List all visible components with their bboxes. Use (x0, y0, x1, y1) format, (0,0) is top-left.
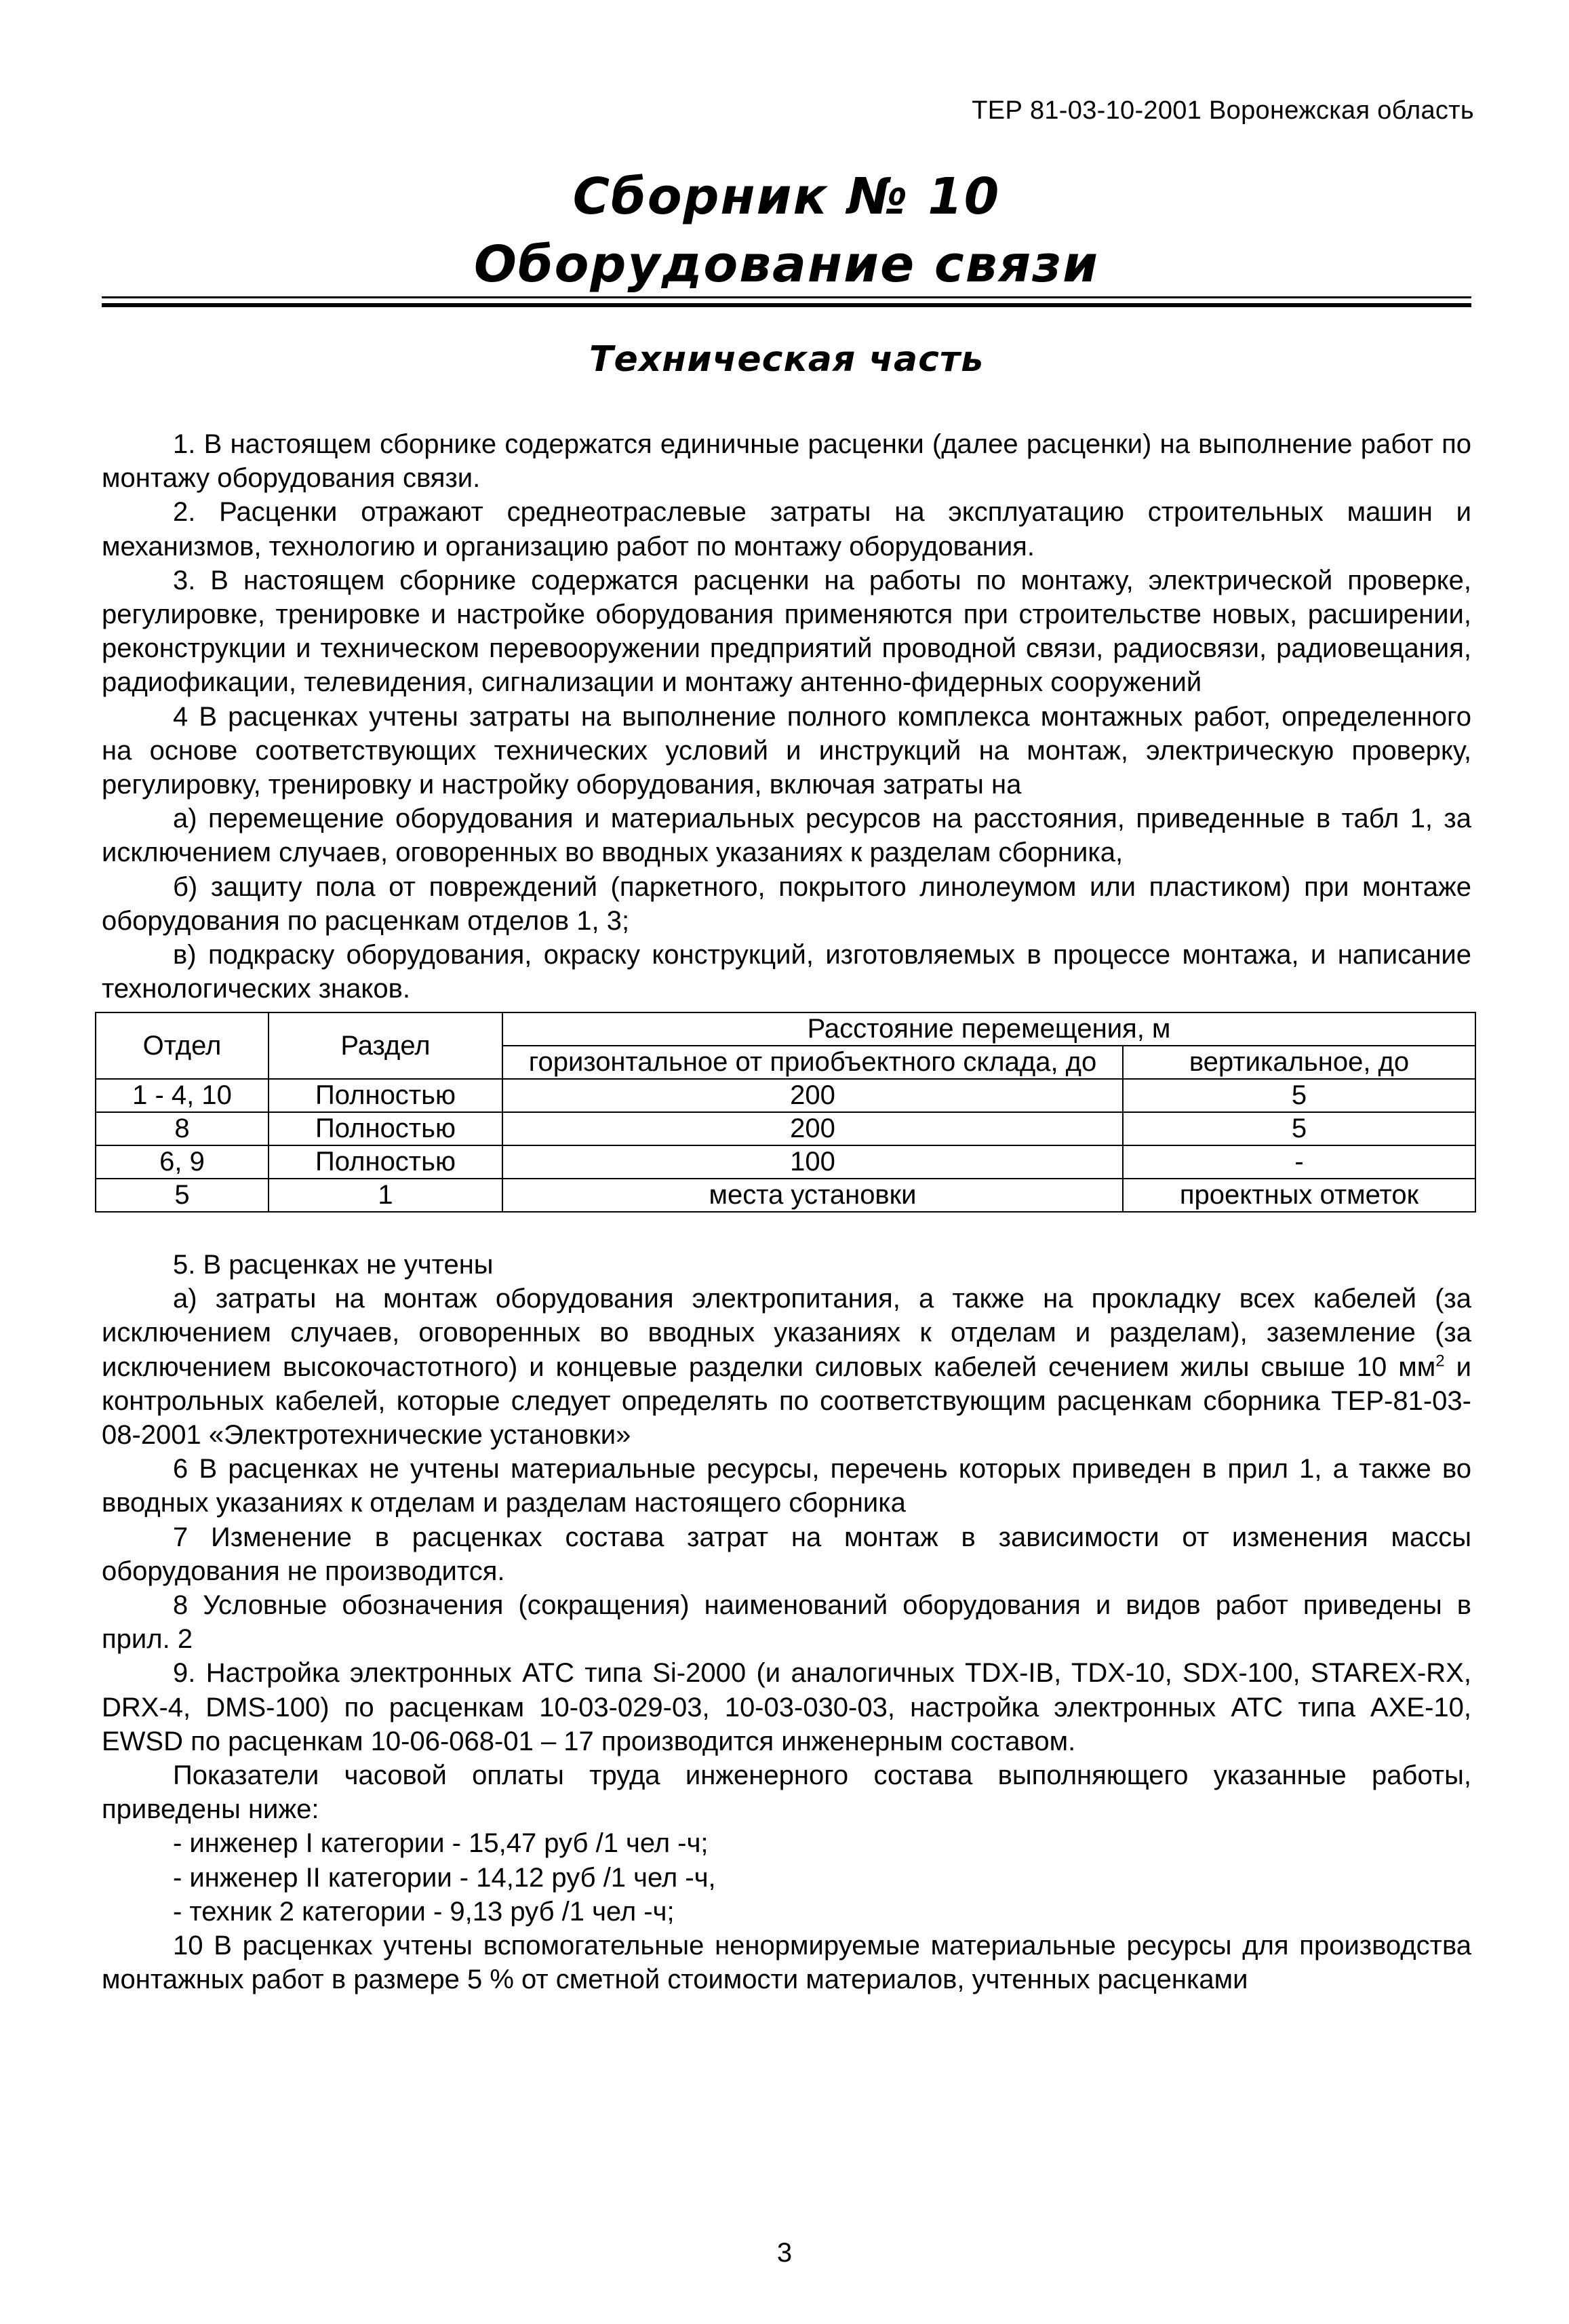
header-distance-group: Расстояние перемещения, м (502, 1012, 1475, 1046)
cell-vertical: 5 (1123, 1079, 1475, 1112)
cell-razdel: Полностью (269, 1145, 502, 1179)
header-otdel: Отдел (96, 1012, 269, 1079)
paragraph-2: 2. Расценки отражают среднеотраслевые затраты на эксплуатацию строительных машин и механизмов, технологию и организацию работ по монтажу оборудования. (102, 497, 1471, 562)
paragraph-1: 1. В настоящем сборнике содержатся единичные расценки (далее расценки) на выполнение работ по монтажу оборудования связи. (102, 429, 1471, 494)
cell-otdel: 1 - 4, 10 (96, 1079, 269, 1112)
paragraph-4a: а) перемещение оборудования и материальных ресурсов на расстояния, приведенные в табл 1, за исключением случаев, оговоренных во вводных указаниях к разделам сборника, (102, 804, 1471, 868)
rate-item: - техник 2 категории - 9,13 руб /1 чел -ч; (173, 1896, 675, 1927)
paragraph-6: 6 В расценках не учтены материальные ресурсы, перечень которых приведен в прил 1, а также во вводных указаниях к отделам и разделам настоящего сборника (102, 1454, 1471, 1518)
cell-horizontal: места установки (502, 1179, 1123, 1212)
cell-vertical: проектных отметок (1123, 1179, 1475, 1212)
paragraph-5a (102, 1282, 1471, 1452)
paragraph-9-rates-intro: Показатели часовой оплаты труда инженерного состава выполняющего указанные работы, приведены ниже: (102, 1760, 1471, 1825)
paragraph-3: 3. В настоящем сборнике содержатся расценки на работы по монтажу, электрической проверке, регулировке, тренировке и настройке оборудования применяются при строительстве новых, расширении, реконструкции и техническом перевооружении предприятий проводной связи, радиосвязи, радиовещания, радиофикации, телевидения, сигнализации и монтажу антенно-фидерных сооружений (102, 565, 1471, 698)
header-horizontal: горизонтальное от приобъектного склада, до (502, 1046, 1123, 1079)
intro-paragraphs (102, 427, 1471, 1006)
paragraph-7: 7 Изменение в расценках состава затрат на монтаж в зависимости от изменения массы оборудования не производится. (102, 1522, 1471, 1586)
rate-item: - инженер II категории - 14,12 руб /1 чел -ч, (173, 1862, 716, 1893)
cell-otdel: 5 (96, 1179, 269, 1212)
paragraph-9: 9. Настройка электронных АТС типа Si-2000 (и аналогичных TDX-IB, TDX-10, SDX-100, STAREX-RX, DRX-4, DMS-100) по расценкам 10-03-029-03, 10-03-030-03, настройка электронных АТС типа AXE-10, EWSD по расценкам 10-06-068-01 – 17 производится инженерным составом. (102, 1658, 1471, 1756)
table-row (96, 1179, 1475, 1212)
continued-paragraphs (102, 1248, 1471, 1996)
title-rule-thick (102, 303, 1471, 307)
paragraph-8: 8 Условные обозначения (сокращения) наименований оборудования и видов работ приведены в прил. 2 (102, 1590, 1471, 1655)
cell-razdel: Полностью (269, 1112, 502, 1145)
distance-table (95, 1012, 1476, 1213)
superscript-2: 2 (1435, 1352, 1445, 1371)
table-row (96, 1145, 1475, 1179)
paragraph-10: 10 В расценках учтены вспомогательные ненормируемые материальные ресурсы для производства монтажных работ в размере 5 % от сметной стоимости материалов, учтенных расценками (102, 1931, 1471, 1995)
collection-title (102, 163, 1471, 298)
rate-item: - инженер I категории - 15,47 руб /1 чел -ч; (173, 1828, 709, 1859)
header-razdel: Раздел (269, 1012, 502, 1079)
cell-vertical: 5 (1123, 1112, 1475, 1145)
title-rule-thin (102, 296, 1471, 298)
cell-otdel: 6, 9 (96, 1145, 269, 1179)
paragraph-4b: б) защиту пола от повреждений (паркетного, покрытого линолеумом или пластиком) при монтаже оборудования по расценкам отделов 1, 3; (102, 871, 1471, 936)
table-row (96, 1079, 1475, 1112)
cell-otdel: 8 (96, 1112, 269, 1145)
paragraph-5a-tail: и контрольных кабелей, которые следует определять по соответствующим расценкам сборника ТЕР-81-03-08-2001 «Электротехнические установки» (102, 1352, 1471, 1451)
cell-horizontal: 200 (502, 1112, 1123, 1145)
cell-horizontal: 100 (502, 1145, 1123, 1179)
cell-razdel: 1 (269, 1179, 502, 1212)
cell-razdel: Полностью (269, 1079, 502, 1112)
section-title: Техническая часть (589, 339, 984, 380)
table-row (96, 1112, 1475, 1145)
paragraph-5a-text: а) затраты на монтаж оборудования электропитания, а также на прокладку всех кабелей (за исключением случаев, оговоренных во вводных указаниях к отделам и разделам), заземление (за исключением высокочастотного) и концевые разделки силовых кабелей сечением жилы свыше 10 мм (102, 1284, 1471, 1382)
collection-number: Сборник № 10 (572, 168, 1001, 226)
cell-horizontal: 200 (502, 1079, 1123, 1112)
cell-vertical: - (1123, 1145, 1475, 1179)
page-number: 3 (776, 2238, 793, 2268)
paragraph-5-heading: 5. В расценках не учтены (173, 1250, 494, 1280)
collection-name: Оборудование связи (474, 235, 1099, 294)
header-vertical: вертикальное, до (1123, 1046, 1475, 1079)
document-code-header: ТЕР 81-03-10-2001 Воронежская область (972, 96, 1474, 125)
paragraph-4: 4 В расценках учтены затраты на выполнение полного комплекса монтажных работ, определенного на основе соответствующих технических условий и инструкций на монтаж, электрическую проверку, регулировку, тренировку и настройку оборудования, включая затраты на (102, 701, 1471, 800)
paragraph-4c: в) подкраску оборудования, окраску конструкций, изготовляемых в процессе монтажа, и написание технологических знаков. (102, 940, 1471, 1004)
